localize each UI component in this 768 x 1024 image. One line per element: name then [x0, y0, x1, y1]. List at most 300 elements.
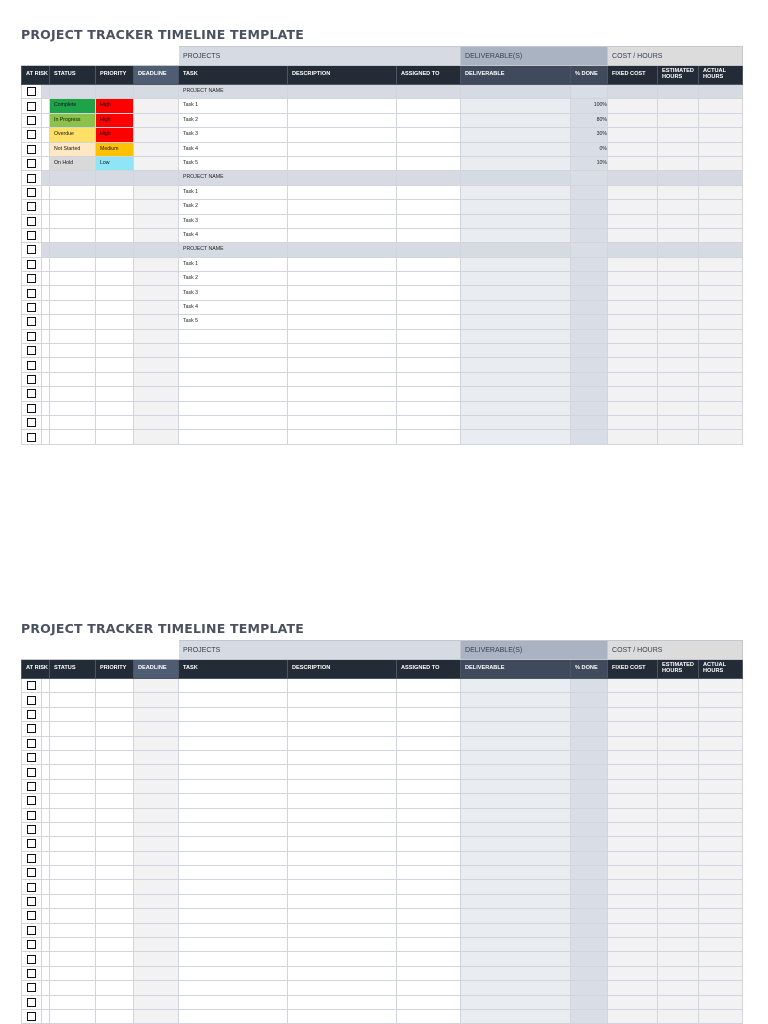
pct-done-cell[interactable]	[571, 851, 608, 865]
at-risk-checkbox[interactable]	[27, 317, 36, 326]
priority-cell[interactable]	[96, 779, 134, 793]
pct-done-cell[interactable]	[571, 257, 608, 271]
actual-hours-cell[interactable]	[699, 837, 743, 851]
assigned-to-cell[interactable]	[397, 736, 461, 750]
description-cell[interactable]	[288, 981, 397, 995]
estimated-hours-cell[interactable]	[658, 794, 699, 808]
assigned-to-cell[interactable]	[397, 142, 461, 156]
deliverable-cell[interactable]	[461, 736, 571, 750]
priority-cell[interactable]	[96, 765, 134, 779]
assigned-to-cell[interactable]	[397, 822, 461, 836]
pct-done-cell[interactable]	[571, 358, 608, 372]
pct-done-cell[interactable]	[571, 85, 608, 99]
task-cell[interactable]	[179, 387, 288, 401]
task-cell[interactable]	[179, 938, 288, 952]
pct-done-cell[interactable]: 10%	[571, 156, 608, 170]
description-cell[interactable]	[288, 679, 397, 693]
estimated-hours-cell[interactable]	[658, 966, 699, 980]
priority-cell[interactable]	[96, 430, 134, 444]
priority-cell[interactable]	[96, 736, 134, 750]
at-risk-cell[interactable]	[22, 995, 42, 1009]
fixed-cost-cell[interactable]	[608, 387, 658, 401]
deadline-cell[interactable]	[134, 85, 179, 99]
fixed-cost-cell[interactable]	[608, 736, 658, 750]
pct-done-cell[interactable]: 30%	[571, 128, 608, 142]
actual-hours-cell[interactable]	[699, 851, 743, 865]
at-risk-checkbox[interactable]	[27, 782, 36, 791]
description-cell[interactable]	[288, 128, 397, 142]
status-cell[interactable]: In Progress	[50, 113, 96, 127]
at-risk-cell[interactable]	[22, 156, 42, 170]
task-cell[interactable]: Task 4	[179, 228, 288, 242]
fixed-cost-cell[interactable]	[608, 99, 658, 113]
estimated-hours-cell[interactable]	[658, 185, 699, 199]
description-cell[interactable]	[288, 822, 397, 836]
actual-hours-cell[interactable]	[699, 765, 743, 779]
description-cell[interactable]	[288, 344, 397, 358]
task-cell[interactable]	[179, 765, 288, 779]
status-cell[interactable]	[50, 344, 96, 358]
fixed-cost-cell[interactable]	[608, 765, 658, 779]
description-cell[interactable]	[288, 113, 397, 127]
estimated-hours-cell[interactable]	[658, 286, 699, 300]
deliverable-cell[interactable]	[461, 981, 571, 995]
estimated-hours-cell[interactable]	[658, 923, 699, 937]
fixed-cost-cell[interactable]	[608, 981, 658, 995]
fixed-cost-cell[interactable]	[608, 344, 658, 358]
priority-cell[interactable]	[96, 707, 134, 721]
fixed-cost-cell[interactable]	[608, 722, 658, 736]
pct-done-cell[interactable]	[571, 372, 608, 386]
assigned-to-cell[interactable]	[397, 837, 461, 851]
at-risk-checkbox[interactable]	[27, 796, 36, 805]
at-risk-checkbox[interactable]	[27, 375, 36, 384]
assigned-to-cell[interactable]	[397, 952, 461, 966]
assigned-to-cell[interactable]	[397, 387, 461, 401]
deadline-cell[interactable]	[134, 938, 179, 952]
task-cell[interactable]	[179, 679, 288, 693]
pct-done-cell[interactable]	[571, 679, 608, 693]
at-risk-checkbox[interactable]	[27, 911, 36, 920]
at-risk-checkbox[interactable]	[27, 361, 36, 370]
at-risk-checkbox[interactable]	[27, 260, 36, 269]
task-cell[interactable]: Task 4	[179, 142, 288, 156]
pct-done-cell[interactable]	[571, 779, 608, 793]
deadline-cell[interactable]	[134, 966, 179, 980]
deadline-cell[interactable]	[134, 142, 179, 156]
task-cell[interactable]	[179, 358, 288, 372]
at-risk-cell[interactable]	[22, 866, 42, 880]
deadline-cell[interactable]	[134, 228, 179, 242]
status-cell[interactable]	[50, 822, 96, 836]
deliverable-cell[interactable]	[461, 185, 571, 199]
task-cell[interactable]: Task 1	[179, 185, 288, 199]
description-cell[interactable]	[288, 99, 397, 113]
pct-done-cell[interactable]	[571, 693, 608, 707]
status-cell[interactable]	[50, 866, 96, 880]
pct-done-cell[interactable]	[571, 171, 608, 185]
at-risk-cell[interactable]	[22, 707, 42, 721]
pct-done-cell[interactable]	[571, 765, 608, 779]
status-cell[interactable]: Complete	[50, 99, 96, 113]
description-cell[interactable]	[288, 851, 397, 865]
task-cell[interactable]	[179, 880, 288, 894]
actual-hours-cell[interactable]	[699, 99, 743, 113]
fixed-cost-cell[interactable]	[608, 693, 658, 707]
estimated-hours-cell[interactable]	[658, 938, 699, 952]
task-cell[interactable]: Task 5	[179, 315, 288, 329]
estimated-hours-cell[interactable]	[658, 851, 699, 865]
at-risk-cell[interactable]	[22, 300, 42, 314]
actual-hours-cell[interactable]	[699, 736, 743, 750]
at-risk-cell[interactable]	[22, 430, 42, 444]
fixed-cost-cell[interactable]	[608, 272, 658, 286]
pct-done-cell[interactable]	[571, 981, 608, 995]
at-risk-cell[interactable]	[22, 779, 42, 793]
at-risk-checkbox[interactable]	[27, 768, 36, 777]
deliverable-cell[interactable]	[461, 228, 571, 242]
deliverable-cell[interactable]	[461, 722, 571, 736]
priority-cell[interactable]	[96, 257, 134, 271]
assigned-to-cell[interactable]	[397, 722, 461, 736]
deliverable-cell[interactable]	[461, 401, 571, 415]
description-cell[interactable]	[288, 315, 397, 329]
pct-done-cell[interactable]	[571, 401, 608, 415]
deadline-cell[interactable]	[134, 909, 179, 923]
actual-hours-cell[interactable]	[699, 415, 743, 429]
assigned-to-cell[interactable]	[397, 923, 461, 937]
priority-cell[interactable]	[96, 85, 134, 99]
description-cell[interactable]	[288, 85, 397, 99]
priority-cell[interactable]	[96, 750, 134, 764]
priority-cell[interactable]	[96, 952, 134, 966]
at-risk-checkbox[interactable]	[27, 389, 36, 398]
priority-cell[interactable]: High	[96, 113, 134, 127]
at-risk-cell[interactable]	[22, 329, 42, 343]
at-risk-checkbox[interactable]	[27, 710, 36, 719]
status-cell[interactable]	[50, 185, 96, 199]
pct-done-cell[interactable]	[571, 952, 608, 966]
at-risk-checkbox[interactable]	[27, 883, 36, 892]
actual-hours-cell[interactable]	[699, 300, 743, 314]
actual-hours-cell[interactable]	[699, 995, 743, 1009]
assigned-to-cell[interactable]	[397, 99, 461, 113]
deadline-cell[interactable]	[134, 1009, 179, 1023]
task-cell[interactable]: Task 1	[179, 257, 288, 271]
fixed-cost-cell[interactable]	[608, 401, 658, 415]
at-risk-cell[interactable]	[22, 415, 42, 429]
description-cell[interactable]	[288, 358, 397, 372]
status-cell[interactable]	[50, 372, 96, 386]
at-risk-checkbox[interactable]	[27, 274, 36, 283]
fixed-cost-cell[interactable]	[608, 128, 658, 142]
estimated-hours-cell[interactable]	[658, 329, 699, 343]
pct-done-cell[interactable]	[571, 880, 608, 894]
deadline-cell[interactable]	[134, 794, 179, 808]
priority-cell[interactable]	[96, 1009, 134, 1023]
task-cell[interactable]	[179, 837, 288, 851]
fixed-cost-cell[interactable]	[608, 200, 658, 214]
fixed-cost-cell[interactable]	[608, 300, 658, 314]
assigned-to-cell[interactable]	[397, 272, 461, 286]
deliverable-cell[interactable]	[461, 880, 571, 894]
at-risk-cell[interactable]	[22, 272, 42, 286]
pct-done-cell[interactable]	[571, 415, 608, 429]
description-cell[interactable]	[288, 214, 397, 228]
actual-hours-cell[interactable]	[699, 315, 743, 329]
pct-done-cell[interactable]	[571, 272, 608, 286]
at-risk-cell[interactable]	[22, 344, 42, 358]
pct-done-cell[interactable]	[571, 387, 608, 401]
actual-hours-cell[interactable]	[699, 923, 743, 937]
deadline-cell[interactable]	[134, 981, 179, 995]
pct-done-cell[interactable]	[571, 866, 608, 880]
at-risk-checkbox[interactable]	[27, 188, 36, 197]
status-cell[interactable]: Not Started	[50, 142, 96, 156]
deliverable-cell[interactable]	[461, 952, 571, 966]
deliverable-cell[interactable]	[461, 358, 571, 372]
assigned-to-cell[interactable]	[397, 228, 461, 242]
at-risk-checkbox[interactable]	[27, 245, 36, 254]
assigned-to-cell[interactable]	[397, 1009, 461, 1023]
status-cell[interactable]	[50, 272, 96, 286]
actual-hours-cell[interactable]	[699, 185, 743, 199]
description-cell[interactable]	[288, 693, 397, 707]
task-cell[interactable]: Task 1	[179, 99, 288, 113]
task-cell[interactable]	[179, 693, 288, 707]
deliverable-cell[interactable]	[461, 329, 571, 343]
at-risk-checkbox[interactable]	[27, 839, 36, 848]
at-risk-checkbox[interactable]	[27, 231, 36, 240]
deadline-cell[interactable]	[134, 156, 179, 170]
status-cell[interactable]	[50, 750, 96, 764]
status-cell[interactable]	[50, 329, 96, 343]
fixed-cost-cell[interactable]	[608, 794, 658, 808]
deliverable-cell[interactable]	[461, 851, 571, 865]
description-cell[interactable]	[288, 171, 397, 185]
fixed-cost-cell[interactable]	[608, 995, 658, 1009]
fixed-cost-cell[interactable]	[608, 243, 658, 257]
deliverable-cell[interactable]	[461, 923, 571, 937]
task-cell[interactable]	[179, 966, 288, 980]
actual-hours-cell[interactable]	[699, 113, 743, 127]
status-cell[interactable]	[50, 851, 96, 865]
actual-hours-cell[interactable]	[699, 401, 743, 415]
task-cell[interactable]	[179, 794, 288, 808]
assigned-to-cell[interactable]	[397, 707, 461, 721]
task-cell[interactable]	[179, 822, 288, 836]
description-cell[interactable]	[288, 923, 397, 937]
priority-cell[interactable]	[96, 794, 134, 808]
deadline-cell[interactable]	[134, 995, 179, 1009]
actual-hours-cell[interactable]	[699, 1009, 743, 1023]
actual-hours-cell[interactable]	[699, 938, 743, 952]
description-cell[interactable]	[288, 387, 397, 401]
at-risk-checkbox[interactable]	[27, 346, 36, 355]
fixed-cost-cell[interactable]	[608, 329, 658, 343]
deadline-cell[interactable]	[134, 808, 179, 822]
deadline-cell[interactable]	[134, 300, 179, 314]
deadline-cell[interactable]	[134, 894, 179, 908]
pct-done-cell[interactable]	[571, 837, 608, 851]
estimated-hours-cell[interactable]	[658, 822, 699, 836]
fixed-cost-cell[interactable]	[608, 171, 658, 185]
estimated-hours-cell[interactable]	[658, 156, 699, 170]
assigned-to-cell[interactable]	[397, 243, 461, 257]
at-risk-checkbox[interactable]	[27, 87, 36, 96]
description-cell[interactable]	[288, 243, 397, 257]
description-cell[interactable]	[288, 808, 397, 822]
estimated-hours-cell[interactable]	[658, 736, 699, 750]
deadline-cell[interactable]	[134, 214, 179, 228]
actual-hours-cell[interactable]	[699, 894, 743, 908]
at-risk-cell[interactable]	[22, 85, 42, 99]
deadline-cell[interactable]	[134, 952, 179, 966]
priority-cell[interactable]	[96, 185, 134, 199]
actual-hours-cell[interactable]	[699, 779, 743, 793]
at-risk-checkbox[interactable]	[27, 825, 36, 834]
deadline-cell[interactable]	[134, 750, 179, 764]
at-risk-checkbox[interactable]	[27, 116, 36, 125]
estimated-hours-cell[interactable]	[658, 401, 699, 415]
estimated-hours-cell[interactable]	[658, 171, 699, 185]
actual-hours-cell[interactable]	[699, 344, 743, 358]
project-name-cell[interactable]: PROJECT NAME	[179, 171, 288, 185]
pct-done-cell[interactable]: 100%	[571, 99, 608, 113]
fixed-cost-cell[interactable]	[608, 938, 658, 952]
actual-hours-cell[interactable]	[699, 128, 743, 142]
priority-cell[interactable]	[96, 822, 134, 836]
actual-hours-cell[interactable]	[699, 286, 743, 300]
deadline-cell[interactable]	[134, 200, 179, 214]
pct-done-cell[interactable]	[571, 329, 608, 343]
priority-cell[interactable]	[96, 300, 134, 314]
actual-hours-cell[interactable]	[699, 794, 743, 808]
deadline-cell[interactable]	[134, 272, 179, 286]
description-cell[interactable]	[288, 966, 397, 980]
priority-cell[interactable]	[96, 329, 134, 343]
fixed-cost-cell[interactable]	[608, 142, 658, 156]
task-cell[interactable]: Task 3	[179, 286, 288, 300]
status-cell[interactable]	[50, 85, 96, 99]
task-cell[interactable]	[179, 344, 288, 358]
priority-cell[interactable]	[96, 214, 134, 228]
pct-done-cell[interactable]: 80%	[571, 113, 608, 127]
at-risk-cell[interactable]	[22, 765, 42, 779]
description-cell[interactable]	[288, 415, 397, 429]
deadline-cell[interactable]	[134, 113, 179, 127]
pct-done-cell[interactable]	[571, 966, 608, 980]
at-risk-checkbox[interactable]	[27, 130, 36, 139]
deadline-cell[interactable]	[134, 837, 179, 851]
at-risk-checkbox[interactable]	[27, 854, 36, 863]
fixed-cost-cell[interactable]	[608, 228, 658, 242]
estimated-hours-cell[interactable]	[658, 837, 699, 851]
at-risk-cell[interactable]	[22, 113, 42, 127]
priority-cell[interactable]	[96, 387, 134, 401]
status-cell[interactable]	[50, 707, 96, 721]
at-risk-cell[interactable]	[22, 142, 42, 156]
actual-hours-cell[interactable]	[699, 387, 743, 401]
deliverable-cell[interactable]	[461, 837, 571, 851]
pct-done-cell[interactable]	[571, 722, 608, 736]
pct-done-cell[interactable]	[571, 214, 608, 228]
assigned-to-cell[interactable]	[397, 85, 461, 99]
actual-hours-cell[interactable]	[699, 272, 743, 286]
deadline-cell[interactable]	[134, 128, 179, 142]
assigned-to-cell[interactable]	[397, 315, 461, 329]
at-risk-cell[interactable]	[22, 358, 42, 372]
deadline-cell[interactable]	[134, 372, 179, 386]
actual-hours-cell[interactable]	[699, 808, 743, 822]
deadline-cell[interactable]	[134, 401, 179, 415]
deadline-cell[interactable]	[134, 779, 179, 793]
pct-done-cell[interactable]	[571, 344, 608, 358]
task-cell[interactable]	[179, 707, 288, 721]
actual-hours-cell[interactable]	[699, 372, 743, 386]
deadline-cell[interactable]	[134, 358, 179, 372]
assigned-to-cell[interactable]	[397, 372, 461, 386]
at-risk-checkbox[interactable]	[27, 418, 36, 427]
task-cell[interactable]: Task 4	[179, 300, 288, 314]
at-risk-cell[interactable]	[22, 372, 42, 386]
assigned-to-cell[interactable]	[397, 794, 461, 808]
deadline-cell[interactable]	[134, 822, 179, 836]
actual-hours-cell[interactable]	[699, 966, 743, 980]
actual-hours-cell[interactable]	[699, 952, 743, 966]
at-risk-cell[interactable]	[22, 387, 42, 401]
deliverable-cell[interactable]	[461, 894, 571, 908]
fixed-cost-cell[interactable]	[608, 707, 658, 721]
fixed-cost-cell[interactable]	[608, 866, 658, 880]
status-cell[interactable]	[50, 794, 96, 808]
assigned-to-cell[interactable]	[397, 329, 461, 343]
deliverable-cell[interactable]	[461, 822, 571, 836]
estimated-hours-cell[interactable]	[658, 315, 699, 329]
priority-cell[interactable]	[96, 981, 134, 995]
at-risk-cell[interactable]	[22, 128, 42, 142]
at-risk-checkbox[interactable]	[27, 1012, 36, 1021]
estimated-hours-cell[interactable]	[658, 257, 699, 271]
status-cell[interactable]	[50, 358, 96, 372]
status-cell[interactable]	[50, 387, 96, 401]
task-cell[interactable]	[179, 808, 288, 822]
description-cell[interactable]	[288, 750, 397, 764]
priority-cell[interactable]	[96, 866, 134, 880]
status-cell[interactable]	[50, 736, 96, 750]
fixed-cost-cell[interactable]	[608, 430, 658, 444]
actual-hours-cell[interactable]	[699, 880, 743, 894]
estimated-hours-cell[interactable]	[658, 128, 699, 142]
fixed-cost-cell[interactable]	[608, 1009, 658, 1023]
project-name-cell[interactable]: PROJECT NAME	[179, 243, 288, 257]
at-risk-cell[interactable]	[22, 257, 42, 271]
task-cell[interactable]	[179, 923, 288, 937]
priority-cell[interactable]	[96, 966, 134, 980]
actual-hours-cell[interactable]	[699, 142, 743, 156]
deadline-cell[interactable]	[134, 851, 179, 865]
description-cell[interactable]	[288, 765, 397, 779]
deliverable-cell[interactable]	[461, 1009, 571, 1023]
at-risk-cell[interactable]	[22, 315, 42, 329]
deliverable-cell[interactable]	[461, 866, 571, 880]
fixed-cost-cell[interactable]	[608, 779, 658, 793]
priority-cell[interactable]	[96, 315, 134, 329]
task-cell[interactable]: Task 3	[179, 128, 288, 142]
actual-hours-cell[interactable]	[699, 693, 743, 707]
fixed-cost-cell[interactable]	[608, 894, 658, 908]
estimated-hours-cell[interactable]	[658, 387, 699, 401]
